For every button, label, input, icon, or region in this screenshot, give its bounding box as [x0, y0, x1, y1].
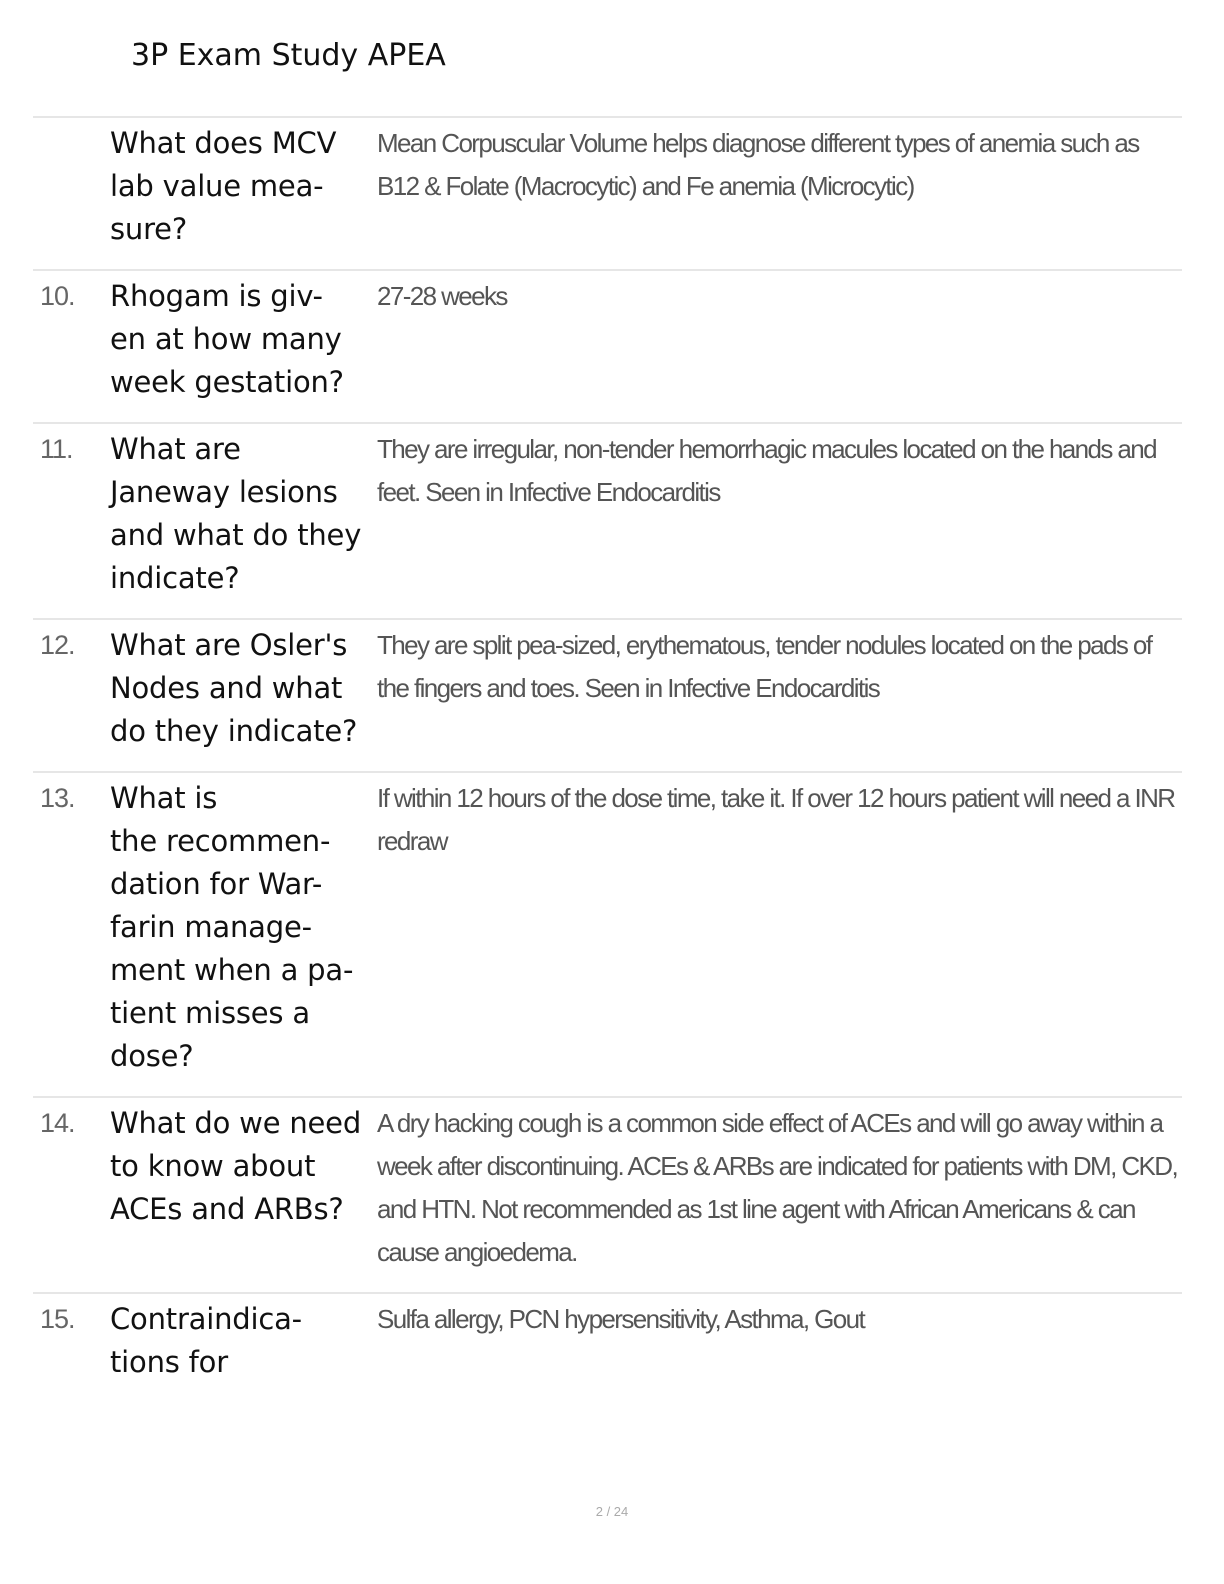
question-text: What does MCV lab value mea- sure? [110, 126, 337, 246]
question-number: 11. [40, 434, 73, 464]
question-number: 15. [40, 1304, 75, 1334]
question-text: What do we need to know about ACEs and ARBs? [110, 1106, 362, 1226]
qa-row [33, 271, 1182, 424]
question-number: 12. [40, 630, 75, 660]
qa-row [33, 773, 1182, 1098]
answer-text: Sulfa allergy, PCN hypersensitivity, Asthma, Gout [377, 1304, 865, 1334]
qa-list [33, 116, 1182, 1402]
question-text: What are Osler's Nodes and what do they indicate? [110, 628, 358, 748]
answer-text: They are split pea-sized, erythematous, tender nodules located on the pads of the fingers and toes. Seen in Infective Endocarditis [377, 630, 1152, 703]
answer-text: 27-28 weeks [377, 281, 507, 311]
question-number [33, 122, 110, 251]
answer-text: If within 12 hours of the dose time, take it. If over 12 hours patient will need a INR redraw [377, 783, 1175, 856]
answer-text: They are irregular, non-tender hemorrhagic macules located on the hands and feet. Seen in Infective Endocarditis [377, 434, 1156, 507]
qa-row [33, 118, 1182, 271]
question-text: What is the recommen- dation for War- farin manage- ment when a pa- tient misses a dose? [110, 781, 354, 1073]
question-number: 10. [40, 281, 75, 311]
page-indicator: 2 / 24 [595, 1504, 629, 1519]
question-number: 14. [40, 1108, 75, 1138]
answer-text: A dry hacking cough is a common side effect of ACEs and will go away within a week after discontinuing. ACEs & ARBs are indicated for patients with DM, CKD, and HTN. Not recommended as 1st line agent with African Americans & can cause angioedema. [377, 1108, 1178, 1267]
question-text: What are Janeway lesions and what do they indicate? [110, 432, 362, 595]
qa-row [33, 620, 1182, 773]
qa-row [33, 1098, 1182, 1294]
question-number: 13. [40, 783, 75, 813]
qa-row [33, 1294, 1182, 1402]
answer-text: Mean Corpuscular Volume helps diagnose different types of anemia such as B12 & Folate (Macrocytic) and Fe anemia (Microcytic) [377, 128, 1139, 201]
qa-row [33, 424, 1182, 620]
document-title: 3P Exam Study APEA [131, 38, 446, 73]
question-text: Contraindica- tions for [110, 1302, 302, 1379]
question-text: Rhogam is giv- en at how many week gestation? [110, 279, 344, 399]
